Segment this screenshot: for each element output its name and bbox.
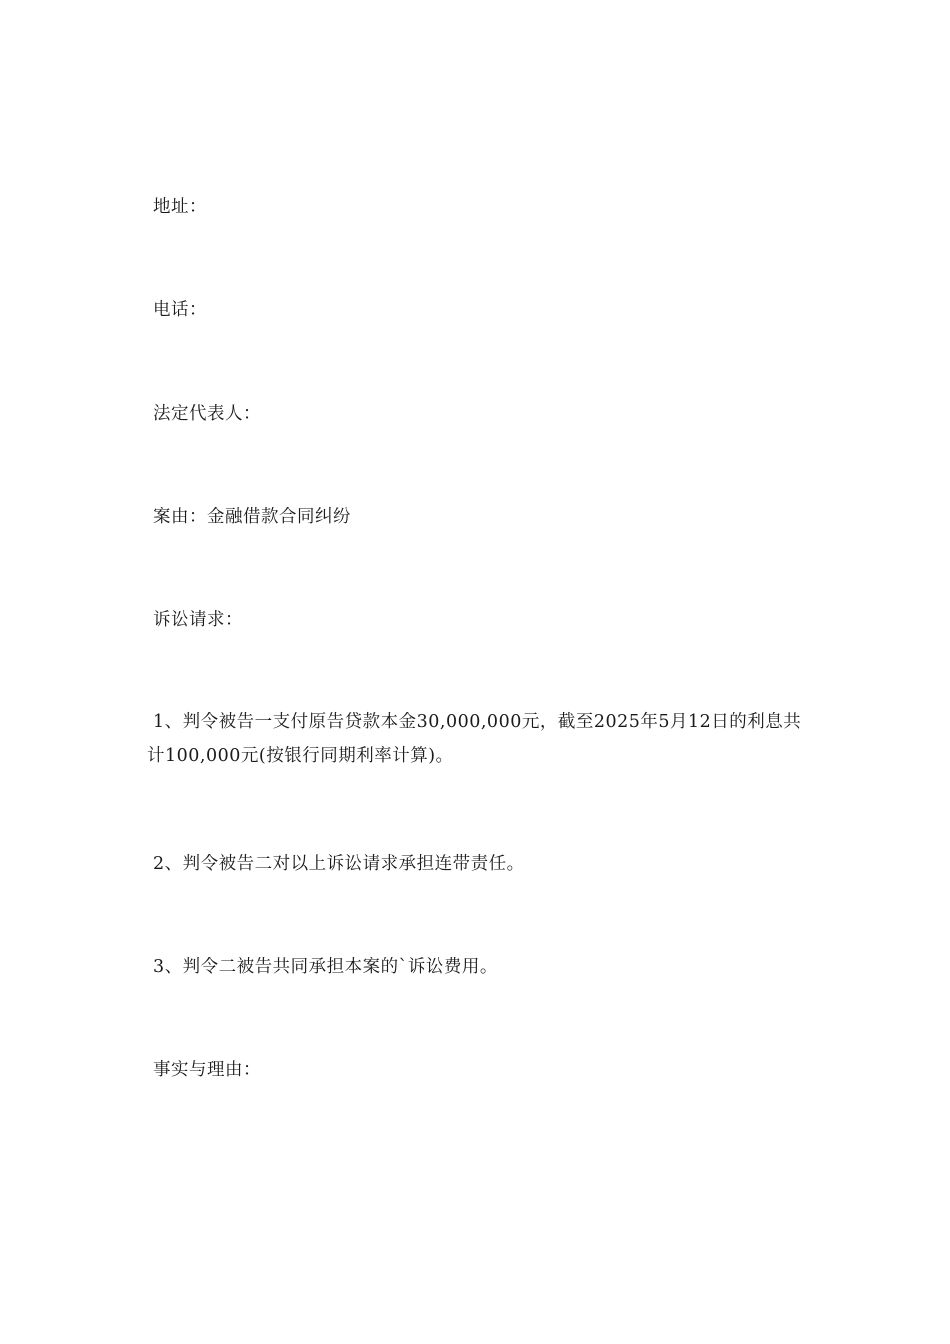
facts-heading: 事实与理由： [153, 1060, 261, 1080]
claim-item-2: 2、判令被告二对以上诉讼请求承担连带责任。 [153, 854, 525, 874]
legal-representative-label: 法定代表人： [153, 404, 261, 424]
claim-item-3: 3、判令二被告共同承担本案的`诉讼费用。 [153, 957, 498, 977]
claims-heading: 诉讼请求： [153, 610, 243, 630]
claim-item-1: 1、判令被告一支付原告贷款本金30,000,000元，截至2025年5月12日的利息共计100,000元(按银行同期利率计算)。 [147, 712, 802, 766]
case-cause: 案由：金融借款合同纠纷 [153, 507, 351, 527]
phone-label: 电话： [153, 300, 207, 320]
address-label: 地址： [153, 197, 207, 217]
